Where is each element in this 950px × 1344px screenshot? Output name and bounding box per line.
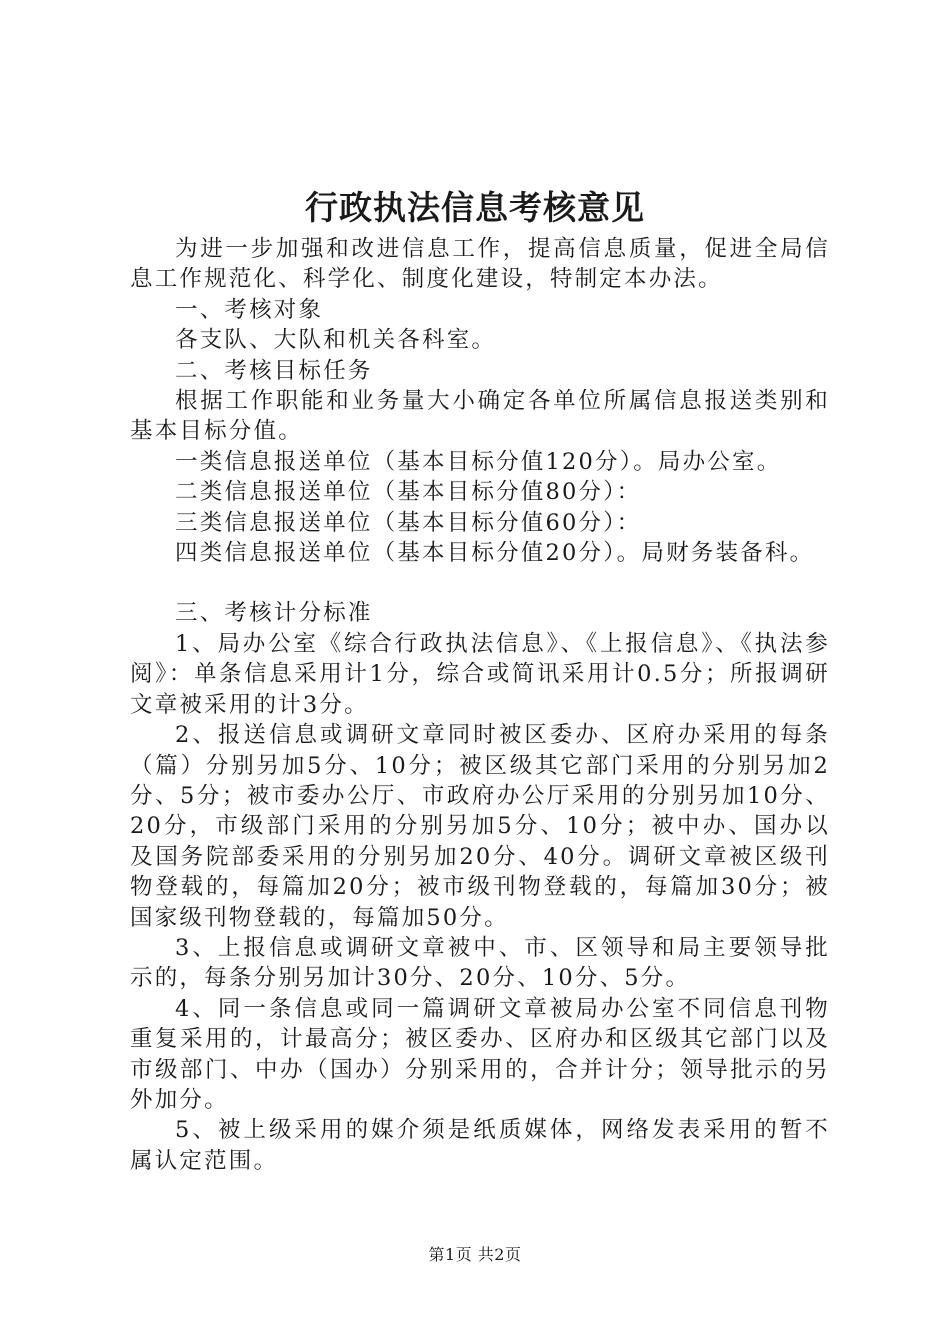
intro-paragraph: 为进一步加强和改进信息工作，提高信息质量，促进全局信息工作规范化、科学化、制度化建设，特制定本办法。 [130, 236, 830, 293]
document-title: 行政执法信息考核意见 [305, 188, 645, 227]
scoring-item-5: 5、被上级采用的媒介须是纸质媒体，网络发表采用的暂不属认定范围。 [130, 1117, 830, 1174]
page-footer: 第1页 共2页 [428, 1245, 522, 1264]
category-four-paragraph: 四类信息报送单位（基本目标分值20分）。局财务装备科。 [175, 540, 815, 567]
category-one-paragraph: 一类信息报送单位（基本目标分值120分）。局办公室。 [175, 448, 782, 475]
scoring-item-1: 1、局办公室《综合行政执法信息》、《上报信息》、《执法参阅》：单条信息采用计1分，综合或简讯采用计0.5分；所报调研文章被采用的计3分。 [130, 630, 830, 718]
category-two-paragraph: 二类信息报送单位（基本目标分值80分）： [175, 479, 642, 506]
scoring-item-3: 3、上报信息或调研文章被中、市、区领导和局主要领导批示的，每条分别另加计30分、20分、10分、5分。 [130, 934, 830, 992]
section-heading-targets: 一、考核对象 [175, 296, 324, 323]
targets-paragraph: 各支队、大队和机关各科室。 [175, 327, 497, 354]
scoring-item-2: 2、报送信息或调研文章同时被区委办、区府办采用的每条（篇）分别另加5分、10分；被区级其它部门采用的分别另加2分、5分；被市委办公厅、市政府办公厅采用的分别另加10分、20分，市级部门采用的分别另加5分、10分；被中办、国办以及国务院部委采用的分别另加20分、40分。调研文章被区级刊物登载的，每篇加20分；被市级刊物登载的，每篇加30分；被国家级刊物登载的，每篇加50分。 [130, 722, 830, 931]
document-body [130, 234, 830, 1176]
tasks-paragraph: 根据工作职能和业务量大小确定各单位所属信息报送类别和基本目标分值。 [130, 388, 830, 445]
section-heading-scoring: 三、考核计分标准 [175, 600, 373, 627]
category-three-paragraph: 三类信息报送单位（基本目标分值60分）： [175, 509, 642, 536]
section-heading-tasks: 二、考核目标任务 [175, 357, 373, 384]
scoring-item-4: 4、同一条信息或同一篇调研文章被局办公室不同信息刊物重复采用的，计最高分；被区委办、区府办和区级其它部门以及市级部门、中办（国办）分别采用的，合并计分；领导批示的另外加分。 [130, 995, 830, 1113]
